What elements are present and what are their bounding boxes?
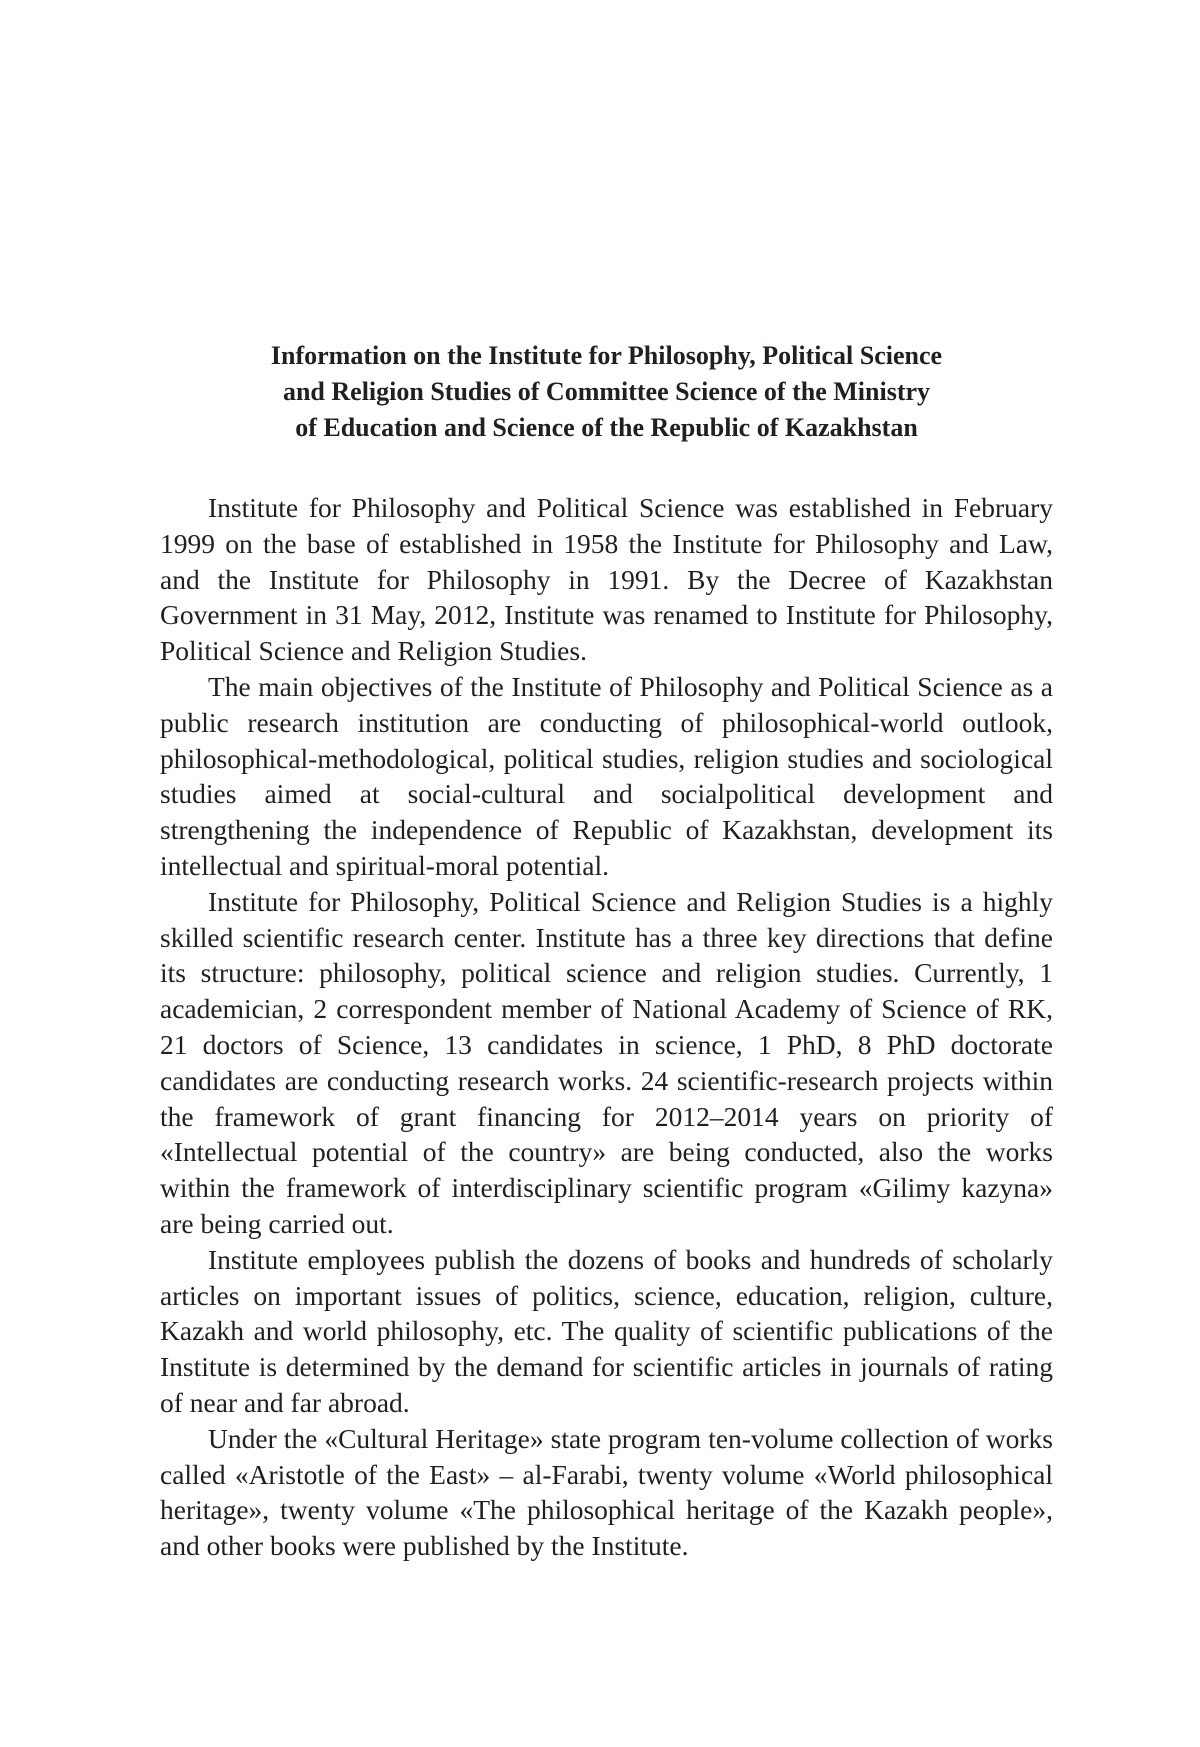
title-line-1: Information on the Institute for Philosophy, Political Science (270, 341, 943, 370)
document-body (160, 490, 1053, 1564)
paragraph-history: Institute for Philosophy and Political Science was established in February 1999 on the base of established in 1958 the Institute for Philosophy and Law, and the Institute for Philosophy in 1991. By the Decree of Kazakhstan Government in 31 May, 2012, Institute was renamed to Institute for Philosophy, Political Science and Religion Studies. (160, 492, 1053, 667)
document-title (160, 338, 1053, 446)
paragraph-heritage: Under the «Cultural Heritage» state program ten-volume collection of works called «Aristotle of the East» – al-Farabi, twenty volume «World philosophical heritage», twenty volume «The philosophical heritage of the Kazakh people», and other books were published by the Institute. (160, 1422, 1053, 1562)
paragraph-structure: Institute for Philosophy, Political Science and Religion Studies is a highly skilled scientific research center. Institute has a three key directions that define its structure: philosophy, political science and religion studies. Currently, 1 academician, 2 correspondent member of National Academy of Science of RK, 21 doctors of Science, 13 candidates in science, 1 PhD, 8 PhD doctorate candidates are conducting research works. 24 scientific-research projects within the framework of grant financing for 2012–2014 years on priority of «Intellectual potential of the country» are being conducted, also the works within the framework of interdisciplinary scientific program «Gilimy kazyna» are being carried out. (160, 885, 1053, 1239)
title-line-3: of Education and Science of the Republic of Kazakhstan (295, 413, 918, 442)
paragraph-publications: Institute employees publish the dozens of books and hundreds of scholarly articles on important issues of politics, science, education, religion, culture, Kazakh and world philosophy, etc. The quality of scientific publications of the Institute is determined by the demand for scientific articles in journals of rating of near and far abroad. (160, 1243, 1053, 1418)
paragraph-objectives: The main objectives of the Institute of Philosophy and Political Science as a public research institution are conducting of philosophical-world outlook, philosophical-methodological, political studies, religion studies and sociological studies aimed at social-cultural and socialpolitical development and strengthening the independence of Republic of Kazakhstan, development its intellectual and spiritual-moral potential. (160, 670, 1053, 881)
document-page (160, 338, 1053, 1564)
title-line-2: and Religion Studies of Committee Science of the Ministry (282, 377, 931, 406)
